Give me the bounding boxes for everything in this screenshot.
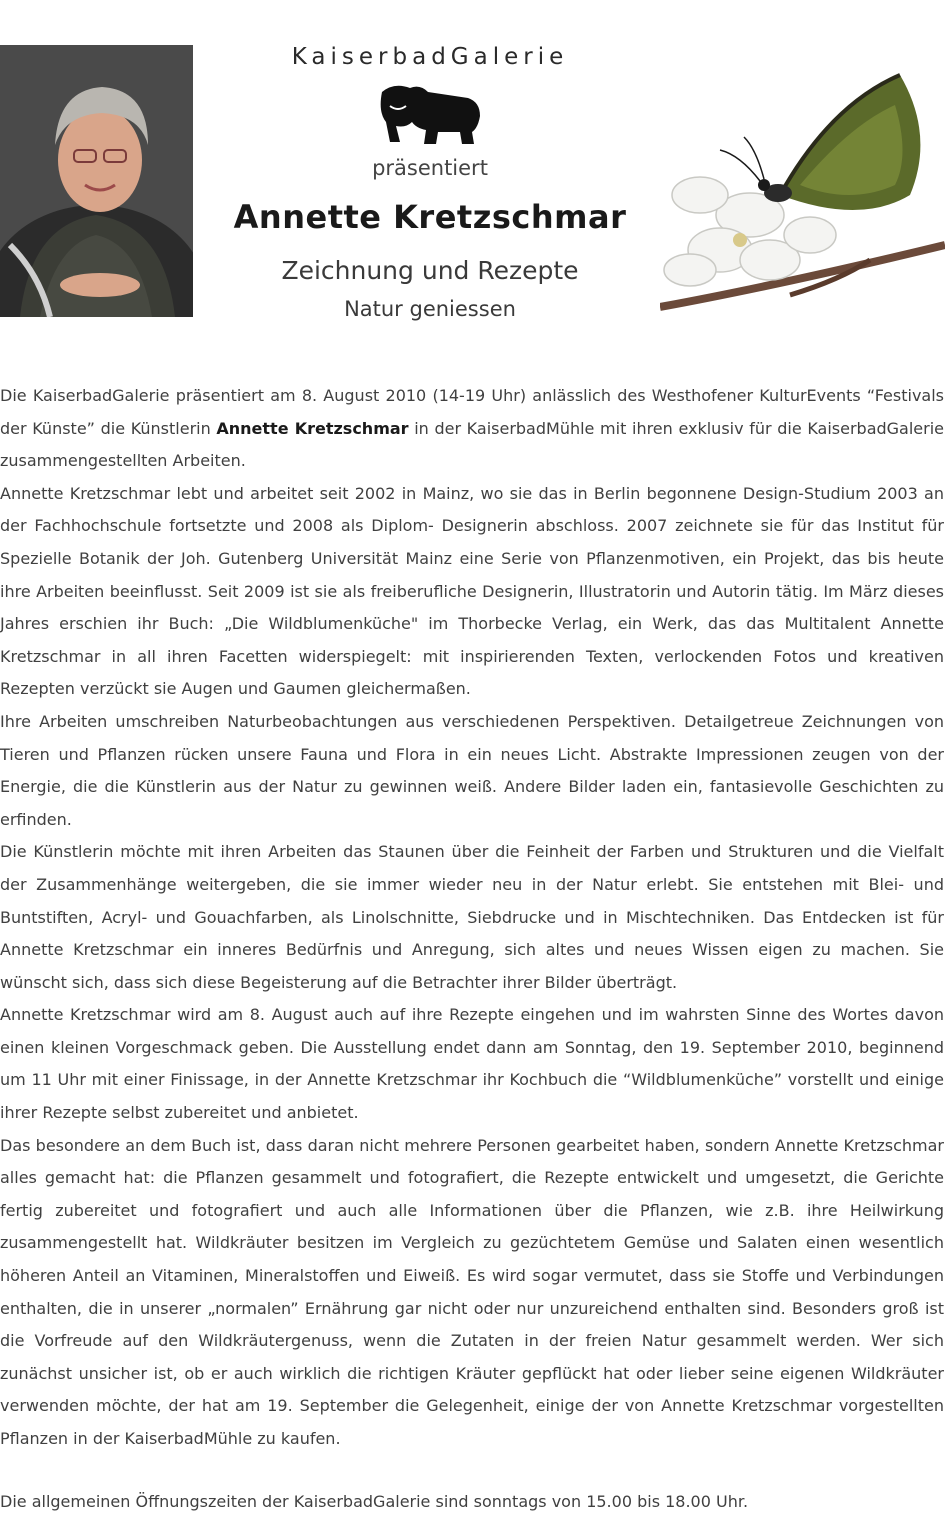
opening-hours: Die allgemeinen Öffnungszeiten der KaiserbadGalerie sind sonntags von 15.00 bis 18.00 Uhr. xyxy=(0,1492,749,1511)
exhibition-title: Zeichnung und Rezepte xyxy=(281,256,579,285)
paragraph-biography: Annette Kretzschmar lebt und arbeitet seit 2002 in Mainz, wo sie das in Berlin begonnene Design-Studium 2003 an der Fachhochschule fortsetzte und 2008 als Diplom- Designerin abschloss. 2007 zeichnete sie für das Institut für Spezielle Botanik der Joh. Gutenberg Universität Mainz eine Serie von Pflanzenmotiven, ein Projekt, das bis heute ihre Arbeiten beeinflusst. Seit 2009 ist sie als freiberufliche Designerin, Illustratorin und Autorin tätig. Im März dieses Jahres erschien ihr Buch: „Die Wildblumenküche" im Thorbecke Verlag, ein Werk, das das Multitalent Annette Kretzschmar in all ihren Facetten widerspiegelt: mit inspirierenden Texten, verlockenden Fotos und kreativen Rezepten verzückt sie Augen und Gaumen gleichermaßen. xyxy=(0,483,944,699)
paragraph-intro: Die KaiserbadGalerie präsentiert am 8. August 2010 (14-19 Uhr) anlässlich des Westhofener KulturEvents “Festivals der Künste” die Künstlerin Annette Kretzschmar in der KaiserbadMühle mit ihren exklusiv für die KaiserbadGalerie zusammengestellten Arbeiten. xyxy=(0,386,945,471)
presents-label: präsentiert xyxy=(372,156,488,180)
butterfly-illustration xyxy=(660,45,945,317)
paragraph-book: Das besondere an dem Buch ist, dass daran nicht mehrere Personen gearbeitet haben, sondern Annette Kretzschmar alles gemacht hat: die Pflanzen gesammelt und fotografiert, die Rezepte entwickelt und umgesetzt, die Gerichte fertig zubereitet und fotografiert und auch alle Informationen über die Pflanzen, wie z.B. ihre Heilwirkung zusammengestellt hat. Wildkräuter besitzen im Vergleich zu gezüchtetem Gemüse und Salaten einen wesentlich höheren Anteil an Vitaminen, Mineralstoffen und Eiweiß. Es wird sogar vermutet, dass sie Stoffe und Verbindungen enthalten, die in unserer „normalen” Ernährung gar nicht oder nur unzureichend enthalten sind. Besonders groß ist die Vorfreude auf den Wildkräutergenuss, wenn die Zutaten in der freien Natur gesammelt werden. Wer sich zunächst unsicher ist, ob er auch wirklich die richtigen Kräuter gepflückt hat oder lieber seine eigenen Wildkräuter verwenden möchte, der hat am 19. September die Gelegenheit, einige der von Annette Kretzschmar vorgestellten Pflanzen in der KaiserbadMühle zu kaufen. xyxy=(0,1135,944,1448)
lion-logo-icon xyxy=(376,82,484,146)
paragraph-event: Annette Kretzschmar wird am 8. August auch auf ihre Rezepte eingehen und im wahrsten Sinne des Wortes davon einen kleinen Vorgeschmack geben. Die Ausstellung endet dann am Sonntag, den 19. September 2010, beginnend um 11 Uhr mit einer Finissage, in der Annette Kretzschmar ihr Kochbuch die “Wildblumenküche” vorstellt und einige ihrer Rezepte selbst zubereitet und anbietet. xyxy=(0,1005,944,1123)
paragraph-works: Ihre Arbeiten umschreiben Naturbeobachtungen aus verschiedenen Perspektiven. Detailgetreue Zeichnungen von Tieren und Pflanzen rücken unsere Fauna und Flora in ein neues Licht. Abstrakte Impressionen zeugen von der Energie, die die Künstlerin aus der Natur zu gewinnen weiß. Andere Bilder laden ein, fantasievolle Geschichten zu erfinden. xyxy=(0,711,944,829)
paragraph-techniques: Die Künstlerin möchte mit ihren Arbeiten das Staunen über die Feinheit der Farben und Strukturen und die Vielfalt der Zusammenhänge weitergeben, die sie immer wieder neu in der Natur erlebt. Sie entstehen mit Blei- und Buntstiften, Acryl- und Gouachfarben, als Linolschnitte, Siebdrucke und in Mischtechniken. Das Entdecken ist für Annette Kretzschmar ein inneres Bedürfnis und Anregung, sich altes und neues Wissen eigen zu machen. Sie wünscht sich, dass sich diese Begeisterung auf die Betrachter ihrer Bilder überträgt. xyxy=(0,842,944,992)
portrait-photo xyxy=(0,45,193,317)
artist-name: Annette Kretzschmar xyxy=(233,198,627,236)
exhibition-subtitle: Natur geniessen xyxy=(344,297,516,321)
artist-name-bold: Annette Kretzschmar xyxy=(216,418,409,438)
gallery-name: KaiserbadGalerie xyxy=(291,44,569,70)
article-body xyxy=(0,380,944,1456)
